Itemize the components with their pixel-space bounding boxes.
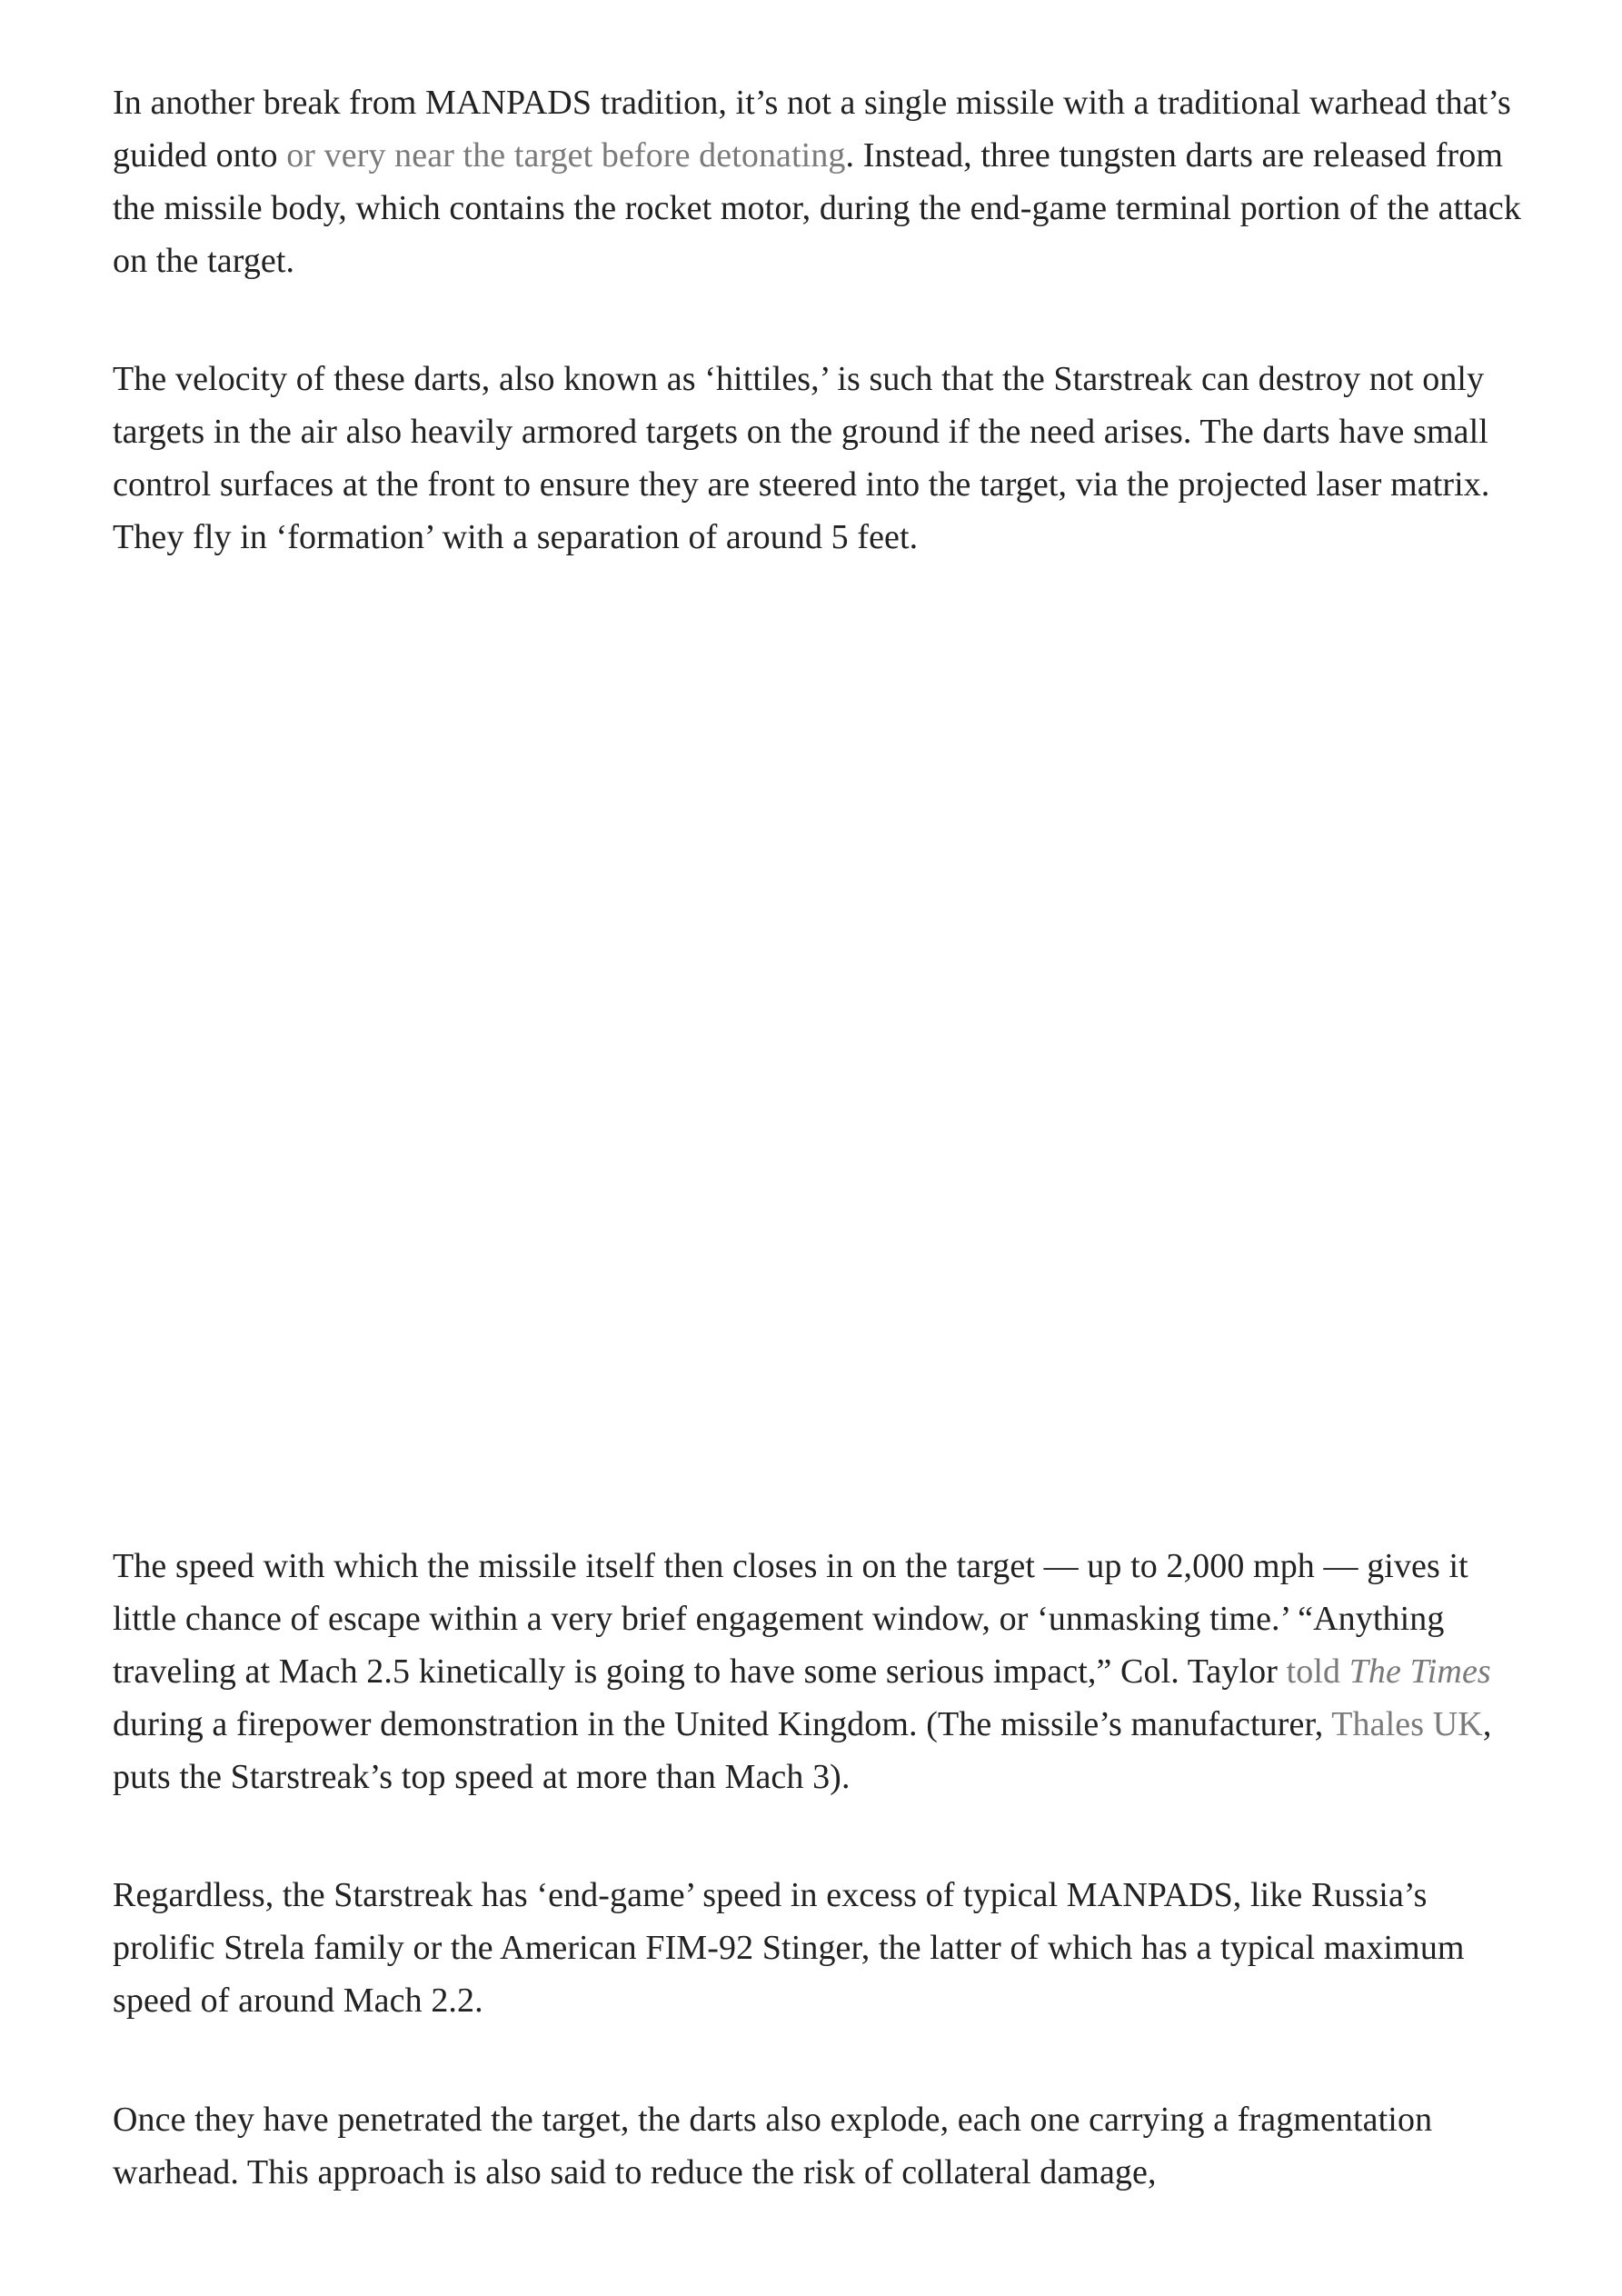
paragraph-darts-intro	[113, 76, 1530, 287]
embedded-media-placeholder	[113, 645, 1530, 1518]
paragraph-text: . Instead, three tungsten darts are released from the missile body, which contains the rocket motor, during the end-game terminal portion of the attack on the target.	[113, 136, 1521, 280]
link-near-target[interactable]: or very near the target before detonating	[286, 136, 846, 175]
paragraph-end-game-speed: Regardless, the Starstreak has ‘end-game’ speed in excess of typical MANPADS, like Russia’s prolific Strela family or the American FIM-92 Stinger, the latter of which has a typical maximum speed of around Mach 2.2.	[113, 1876, 1465, 2020]
link-told-text: told	[1286, 1652, 1341, 1691]
link-the-times-italic: The Times	[1348, 1652, 1491, 1691]
paragraph-text: In another break from MANPADS tradition, it’s not a single missile with a traditional warhead that’s guided onto	[113, 84, 1511, 175]
paragraph-text: , puts the Starstreak’s top speed at more than Mach 3).	[113, 1705, 1492, 1796]
link-the-times[interactable]	[1287, 1652, 1491, 1691]
paragraph-text: The speed with which the missile itself then closes in on the target — up to 2,000 mph — gives it little chance of escape within a very brief engagement window, or ‘unmasking time.’ “Anything traveling at Mach 2.5 kinetically is going to have some serious impact,” Col. Taylor	[113, 1547, 1468, 1691]
paragraph-hittiles: The velocity of these darts, also known as ‘hittiles,’ is such that the Starstreak can destroy not only targets in the air also heavily armored targets on the ground if the need arises. The darts have small control surfaces at the front to ensure they are steered into the target, via the projected laser matrix. They fly in ‘formation’ with a separation of around 5 feet.	[113, 360, 1490, 556]
paragraph-fragmentation: Once they have penetrated the target, the darts also explode, each one carrying a fragmentation warhead. This approach is also said to reduce the risk of collateral damage,	[113, 2101, 1433, 2191]
paragraph-missile-speed	[113, 1540, 1530, 1803]
link-thales-uk[interactable]: Thales UK	[1331, 1705, 1483, 1743]
paragraph-text: during a firepower demonstration in the United Kingdom. (The missile’s manufacturer,	[113, 1705, 1332, 1743]
